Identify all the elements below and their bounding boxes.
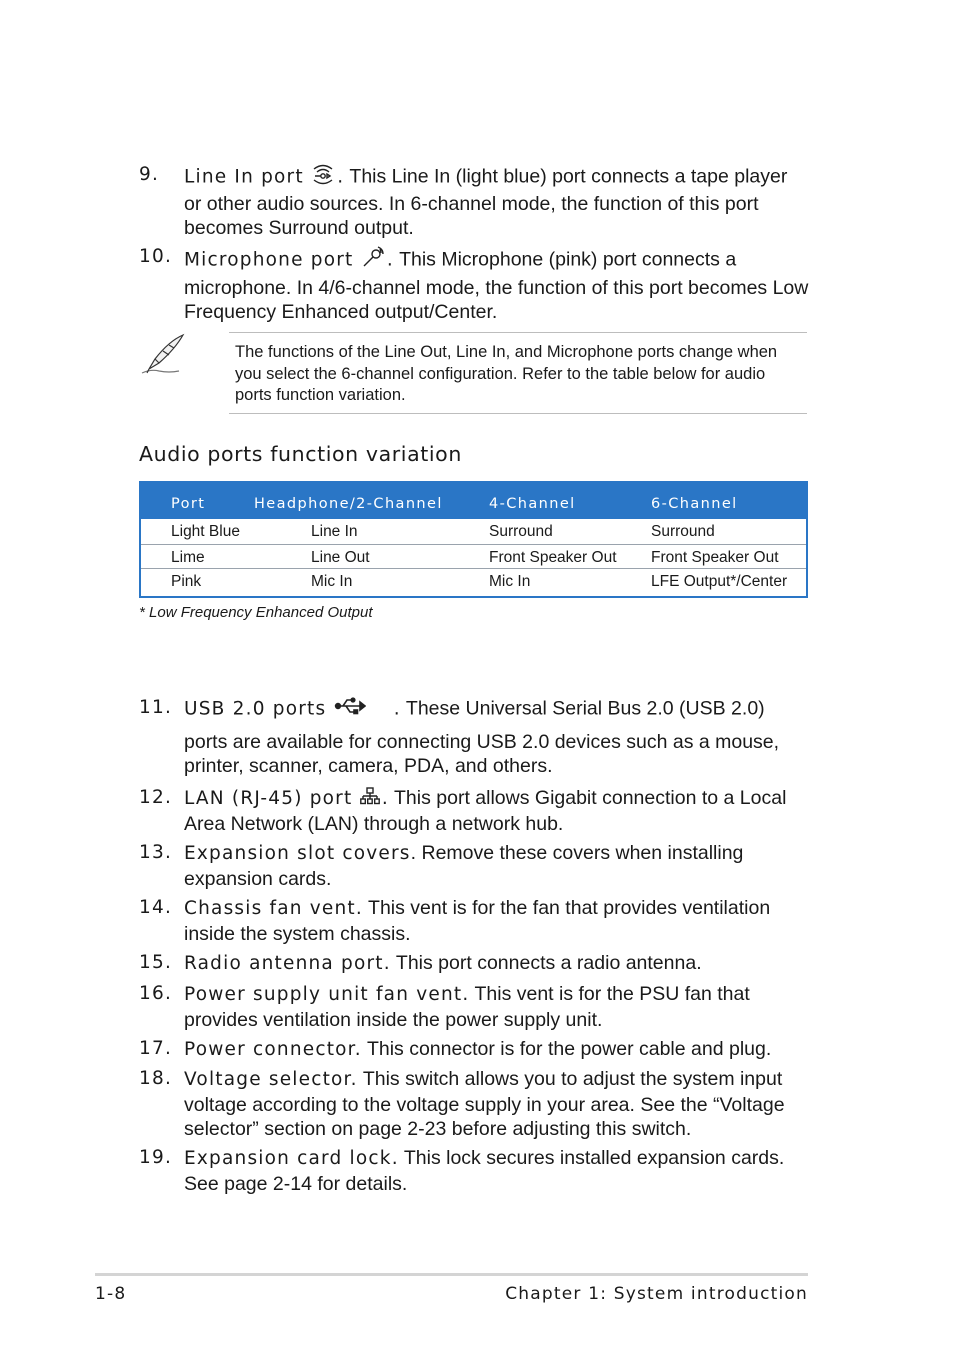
microphone-icon: [361, 245, 385, 276]
list-item-16: [139, 982, 809, 1032]
audio-ports-table: [139, 481, 808, 598]
item-title: Chassis fan vent.: [184, 898, 363, 919]
item-title: Microphone port: [184, 249, 354, 271]
table-row: [141, 519, 806, 543]
table-cell: Light Blue: [171, 523, 240, 540]
list-item-10: 10. Microphone port . This Microphone (pink) port connects a microphone. In 4/6-channel mode, the function of this port becomes Low Frequency Enhanced output/Center.: [139, 246, 809, 323]
chapter-title: Chapter 1: System introduction: [505, 1284, 808, 1304]
column-header: Headphone/2-Channel: [254, 496, 443, 512]
item-description: This port connects a radio antenna.: [395, 952, 702, 974]
table-cell: Front Speaker Out: [489, 549, 617, 566]
table-cell: Line In: [311, 523, 358, 540]
note-box: [229, 332, 807, 414]
item-description: This vent is for the PSU fan that provides ventilation inside the power supply unit.: [184, 983, 750, 1031]
item-description: This connector is for the power cable and plug.: [366, 1038, 772, 1060]
item-description: This Microphone (pink) port connects a microphone. In 4/6-channel mode, the function of this port becomes Low Frequency Enhanced output/Center.: [184, 248, 809, 323]
column-header: 6-Channel: [651, 496, 738, 512]
item-title: Voltage selector.: [184, 1069, 358, 1090]
footer-divider: [95, 1273, 808, 1276]
list-item-15: [139, 951, 809, 977]
item-title: Power connector.: [184, 1039, 362, 1060]
lan-icon: [360, 787, 380, 812]
table-cell: Front Speaker Out: [651, 549, 779, 566]
table-cell: Mic In: [311, 573, 353, 590]
item-description: This Line In (light blue) port connects a tape player or other audio sources. In 6-channel mode, the function of this port becomes Surround output.: [184, 165, 788, 239]
item-description: This vent is for the fan that provides ventilation inside the system chassis.: [184, 897, 771, 945]
table-cell: Surround: [489, 523, 553, 540]
list-item-17: [139, 1037, 809, 1063]
item-description: This port allows Gigabit connection to a Local Area Network (LAN) through a network hub.: [184, 787, 787, 835]
item-description: This switch allows you to adjust the system input voltage according to the voltage supply in your area. See the “Voltage selector” section on page 2-23 before adjusting this switch.: [184, 1068, 785, 1140]
table-row: [141, 544, 806, 569]
item-description: These Universal Serial Bus 2.0 (USB 2.0): [405, 697, 765, 720]
item-description: This lock secures installed expansion cards. See page 2-14 for details.: [184, 1147, 785, 1195]
list-item-11: 11. USB 2.0 ports . These Universal Serial Bus 2.0 (USB 2.0) ports are available for connecting USB 2.0 devices such as a mouse, printer, scanner, camera, PDA, and others.: [139, 696, 809, 779]
item-number: 10.: [139, 246, 173, 267]
item-number: 18.: [139, 1068, 173, 1089]
item-title: USB 2.0 ports: [184, 698, 327, 720]
item-number: 16.: [139, 983, 173, 1004]
list-item-14: [139, 896, 809, 946]
table-header: [141, 483, 806, 519]
line-in-icon: [311, 163, 335, 192]
list-item-19: [139, 1146, 809, 1196]
item-description: Remove these covers when installing expansion cards.: [184, 842, 744, 890]
list-item-9: 9. Line In port . This Line In (light blue) port connects a tape player or other audio sources. In 6-channel mode, the function of this port becomes Surround output.: [139, 164, 788, 239]
table-cell: Mic In: [489, 573, 531, 590]
item-number: 12.: [139, 787, 173, 808]
item-title: Power supply unit fan vent.: [184, 984, 470, 1005]
item-title: LAN (RJ-45) port: [184, 788, 353, 809]
table-row: [141, 568, 806, 593]
item-title: Expansion card lock.: [184, 1148, 399, 1169]
item-title: Radio antenna port.: [184, 953, 391, 974]
item-number: 15.: [139, 952, 173, 973]
item-number: 9.: [139, 164, 160, 185]
table-cell: Lime: [171, 549, 205, 566]
item-number: 11.: [139, 697, 173, 718]
item-title: Line In port: [184, 166, 304, 188]
pen-note-icon: [139, 333, 187, 384]
page-number: 1-8: [95, 1284, 127, 1304]
table-cell: Pink: [171, 573, 202, 590]
column-header: Port: [171, 496, 206, 512]
item-number: 17.: [139, 1038, 173, 1059]
item-number: 13.: [139, 842, 173, 863]
item-number: 14.: [139, 897, 173, 918]
table-footnote: * Low Frequency Enhanced Output: [139, 604, 373, 621]
column-header: 4-Channel: [489, 496, 576, 512]
list-item-12: 12. LAN (RJ-45) port . This port allows Gigabit connection to a Local Area Network (LAN) through a network hub.: [139, 787, 787, 835]
section-title: Audio ports function variation: [139, 442, 462, 466]
table-cell: Line Out: [311, 549, 370, 566]
table-cell: LFE Output*/Center: [651, 573, 788, 590]
usb-icon: [334, 696, 366, 723]
note-text: The functions of the Line Out, Line In, and Microphone ports change when you select the 6-channel configuration. Refer to the table below for audio ports function variation.: [235, 343, 778, 404]
list-item-18: [139, 1067, 809, 1142]
item-title: Expansion slot covers: [184, 843, 411, 864]
table-cell: Surround: [651, 523, 715, 540]
list-item-13: 13. Expansion slot covers. Remove these covers when installing expansion cards.: [139, 842, 744, 890]
item-description-continued: ports are available for connecting USB 2.0 devices such as a mouse, printer, scanner, camera, PDA, and others.: [184, 730, 780, 777]
item-number: 19.: [139, 1147, 173, 1168]
